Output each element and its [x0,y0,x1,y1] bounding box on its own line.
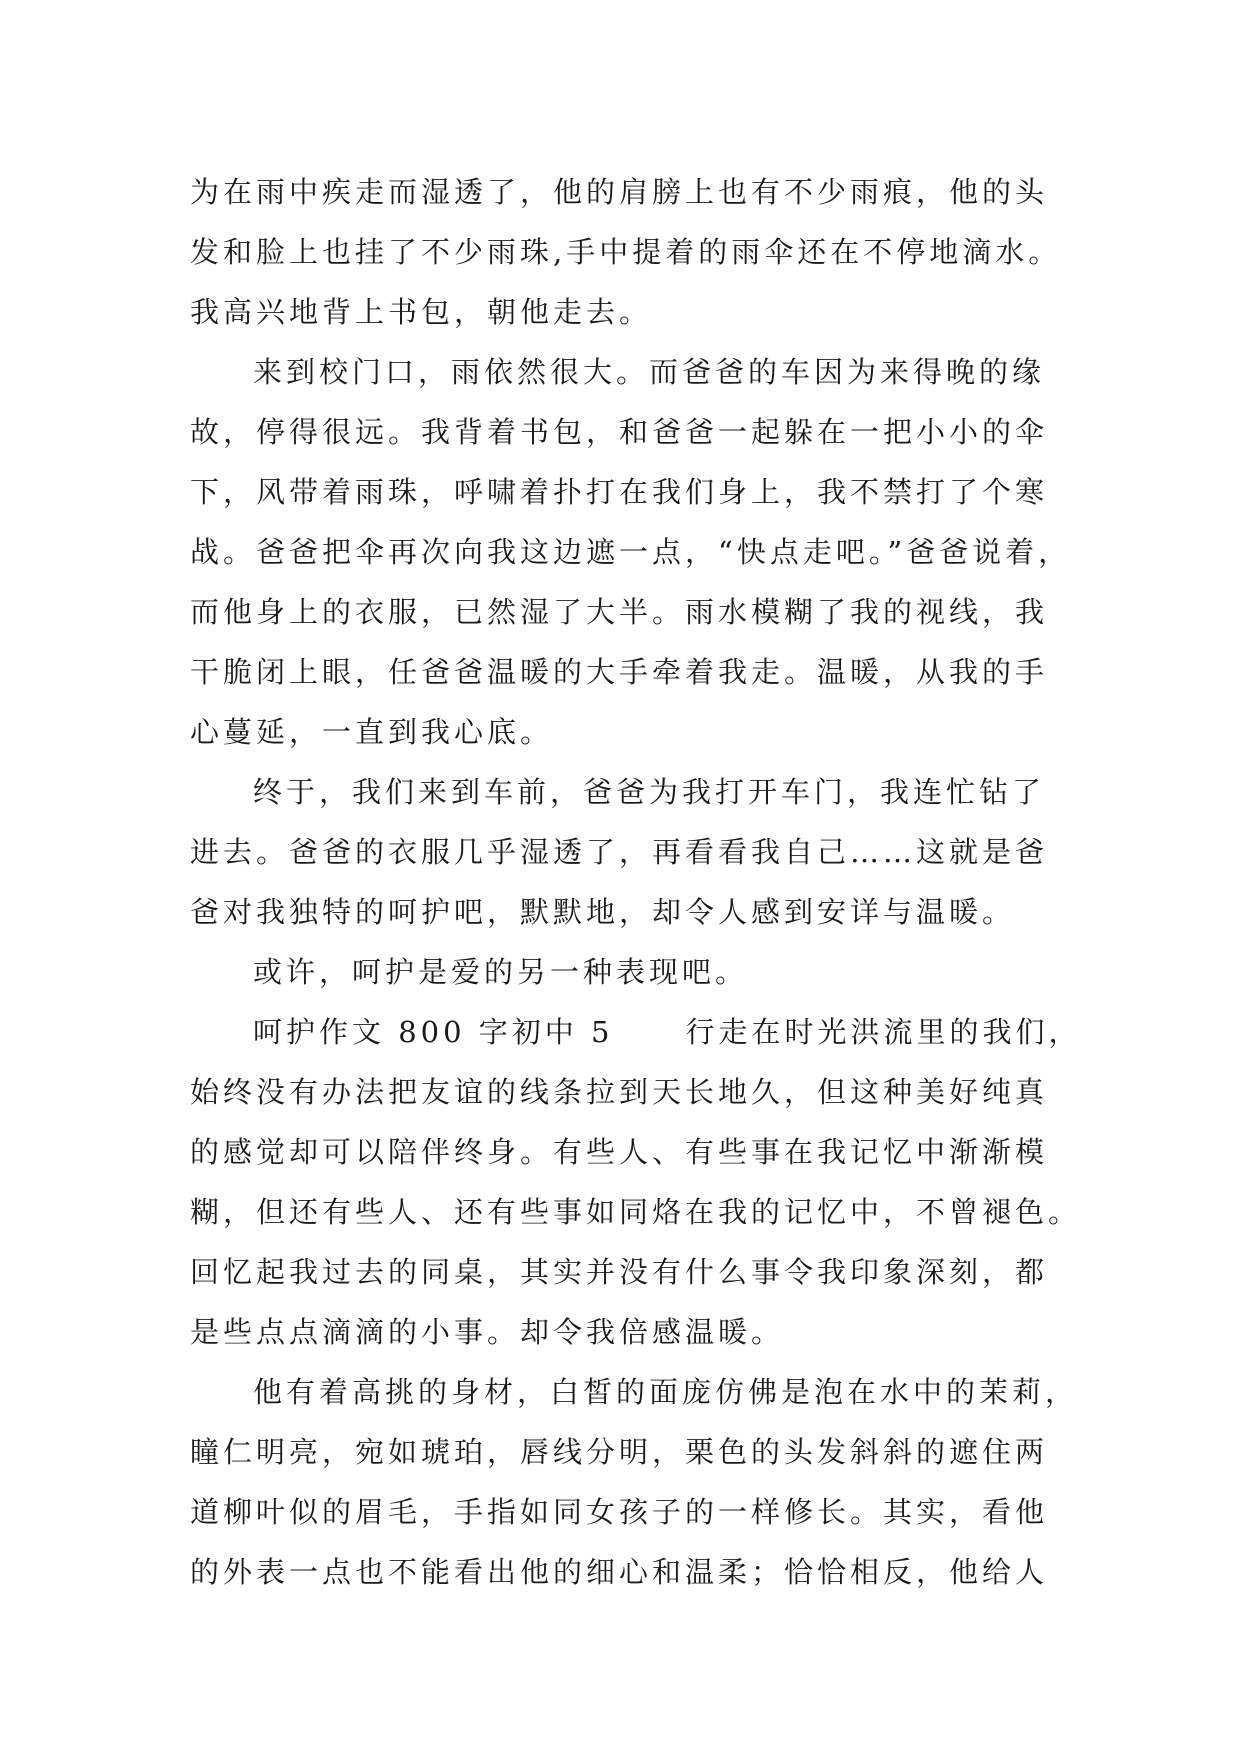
text-line: 干脆闭上眼，任爸爸温暖的大手牵着我走。温暖，从我的手 [190,655,1049,689]
text-line: 进去。爸爸的衣服几乎湿透了，再看看我自己……这就是爸 [190,835,1049,869]
heading-line [190,1002,1082,1062]
essay-heading: 呵护作文 800 字初中 5 [253,1015,614,1049]
text-line: 或许，呵护是爱的另一种表现吧。 [253,955,749,989]
text-line: 的外表一点也不能看出他的细心和温柔；恰恰相反，他给人 [190,1555,1049,1589]
heading-continuation: 行走在时光洪流里的我们， [685,1015,1082,1049]
text-line: 战。爸爸把伞再次向我这边遮一点，“快点走吧。”爸爸说着， [190,535,1072,569]
text-line: 瞳仁明亮，宛如琥珀，唇线分明，栗色的头发斜斜的遮住两 [190,1435,1049,1469]
text-line: 下，风带着雨珠，呼啸着扑打在我们身上，我不禁打了个寒 [190,475,1049,509]
text-line: 为在雨中疾走而湿透了，他的肩膀上也有不少雨痕，他的头 [190,175,1049,209]
text-line: 糊，但还有些人、还有些事如同烙在我的记忆中，不曾褪色。 [190,1195,1082,1229]
text-line: 回忆起我过去的同桌，其实并没有什么事令我印象深刻，都 [190,1255,1049,1289]
text-line: 终于，我们来到车前，爸爸为我打开车门，我连忙钻了 [253,775,1046,809]
text-line: 始终没有办法把友谊的线条拉到天长地久，但这种美好纯真 [190,1075,1049,1109]
essay-text [190,162,1082,1602]
text-line: 来到校门口，雨依然很大。而爸爸的车因为来得晚的缘 [253,355,1046,389]
text-line: 故，停得很远。我背着书包，和爸爸一起躲在一把小小的伞 [190,415,1049,449]
text-line: 他有着高挑的身材，白皙的面庞仿佛是泡在水中的茉莉， [253,1375,1079,1409]
text-line: 我高兴地背上书包，朝他走去。 [190,295,653,329]
text-line: 是些点点滴滴的小事。却令我倍感温暖。 [190,1315,785,1349]
text-line: 爸对我独特的呵护吧，默默地，却令人感到安详与温暖。 [190,895,1016,929]
text-line: 发和脸上也挂了不少雨珠,手中提着的雨伞还在不停地滴水。 [190,235,1062,269]
text-line: 心蔓延，一直到我心底。 [190,715,554,749]
text-line: 的感觉却可以陪伴终身。有些人、有些事在我记忆中渐渐模 [190,1135,1049,1169]
text-line: 道柳叶似的眉毛，手指如同女孩子的一样修长。其实，看他 [190,1495,1049,1529]
text-line: 而他身上的衣服，已然湿了大半。雨水模糊了我的视线，我 [190,595,1049,629]
